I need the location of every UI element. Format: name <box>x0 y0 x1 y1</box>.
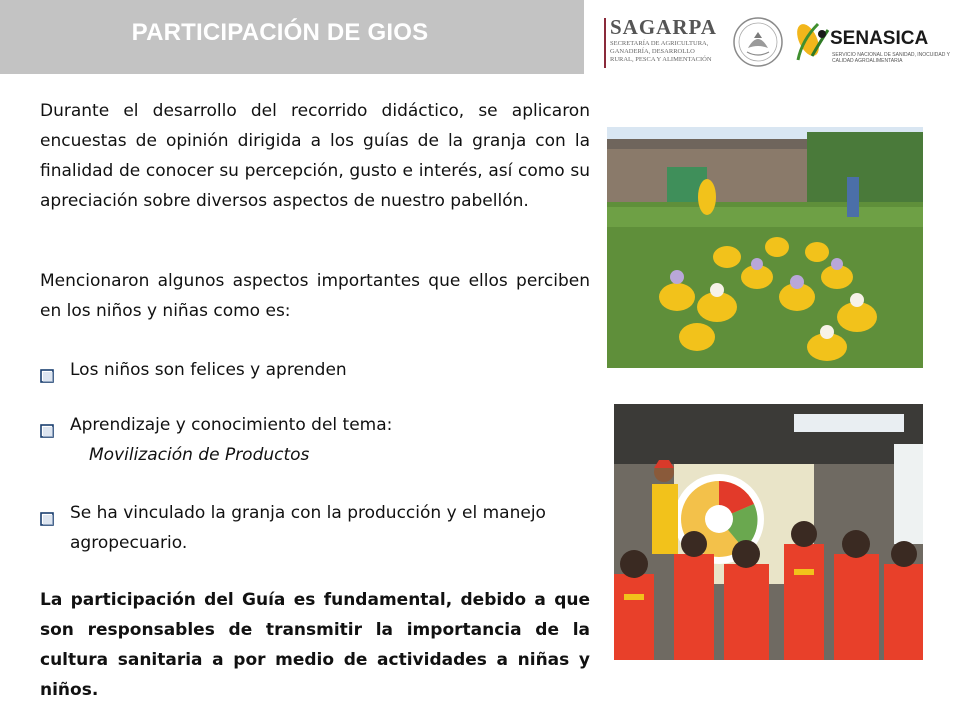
checkbox-icon <box>40 418 54 432</box>
page-title: PARTICIPACIÓN DE GIOS <box>131 19 429 46</box>
paragraph-aspects: Mencionaron algunos aspectos importantes que ellos perciben en los niños y niñas como es: <box>40 271 590 321</box>
senasica-logo-name: SENASICA <box>830 28 929 49</box>
paragraph-intro: Durante el desarrollo del recorrido didáctico, se aplicaron encuestas de opinión dirigida a los guías de la granja con la finalidad de conocer su percepción, gusto e interés, así como su apreciación sobre diversos aspectos de nuestro pabellón. <box>40 101 590 211</box>
mexico-coat-of-arms-icon <box>732 16 784 73</box>
title-band <box>0 0 584 74</box>
bullet-text: Se ha vinculado la granja con la producción y el manejo agropecuario. <box>70 503 546 553</box>
senasica-logo-subtitle: SERVICIO NACIONAL DE SANIDAD, INOCUIDAD Y CALIDAD AGROALIMENTARIA <box>832 52 950 64</box>
paragraph-conclusion: La participación del Guía es fundamental, debido a que son responsables de transmitir la importancia de la cultura sanitaria a por medio de actividades a niñas y niños. <box>40 590 590 700</box>
logos-header <box>600 10 950 72</box>
children-outdoor-circle-photo <box>607 127 923 368</box>
logo-divider <box>604 18 606 68</box>
sagarpa-logo <box>610 16 720 64</box>
bullet-subtext: Movilización de Productos <box>89 445 310 465</box>
sagarpa-logo-name: SAGARPA <box>610 15 717 39</box>
checkbox-icon <box>40 506 54 520</box>
bullet-text: Los niños son felices y aprenden <box>70 360 347 380</box>
checkbox-icon <box>40 363 54 377</box>
children-indoor-exhibit-photo <box>614 404 923 660</box>
sagarpa-logo-subtitle: SECRETARÍA DE AGRICULTURA, GANADERÍA, DESARROLLO RURAL, PESCA Y ALIMENTACIÓN <box>610 40 712 63</box>
corn-icon <box>792 16 832 66</box>
bullet-text: Aprendizaje y conocimiento del tema: <box>70 415 393 435</box>
